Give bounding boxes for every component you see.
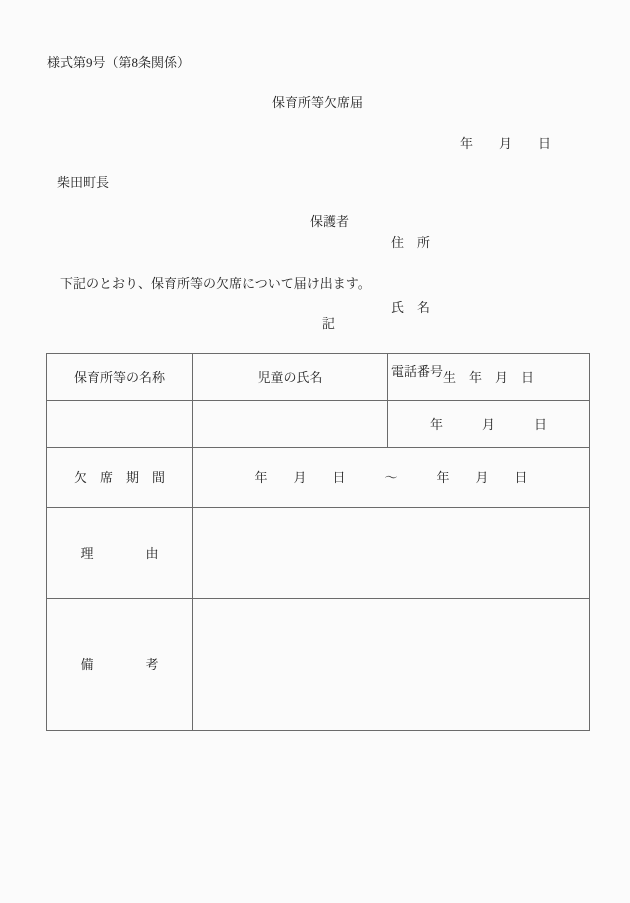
reason-cell [193,508,590,599]
date-line: 年 月 日 [460,136,552,151]
guardian-name-label: 氏 名 [391,299,431,315]
absence-period-row [47,448,590,508]
reason-label: 理 由 [47,508,193,599]
addressee: 柴田町長 [57,175,110,190]
birth-date-cell: 年 月 日 [388,401,590,448]
birth-date-header: 生 年 月 日 [388,354,590,401]
reason-row [47,508,590,599]
body-text: 下記のとおり、保育所等の欠席について届け出ます。 [60,276,371,291]
guardian-role-label: 保護者 [310,214,350,229]
form-number-label: 様式第9号（第8条関係） [47,55,191,70]
child-name-cell [193,401,388,448]
remarks-row [47,599,590,731]
absence-form-table [46,353,590,731]
record-marker: 記 [322,316,336,331]
facility-name-header: 保育所等の名称 [47,354,193,401]
absence-period-cell: 年 月 日 ～ 年 月 日 [193,448,590,508]
absence-period-label: 欠 席 期 間 [47,448,193,508]
table-header-row [47,354,590,401]
remarks-label: 備 考 [47,599,193,731]
child-name-header: 児童の氏名 [193,354,388,401]
facility-name-cell [47,401,193,448]
page-title: 保育所等欠席届 [271,95,363,110]
remarks-cell [193,599,590,731]
entry-row [47,401,590,448]
guardian-address-label: 住 所 [391,235,431,250]
guardian-phone-label: 電話番号 [391,364,444,379]
